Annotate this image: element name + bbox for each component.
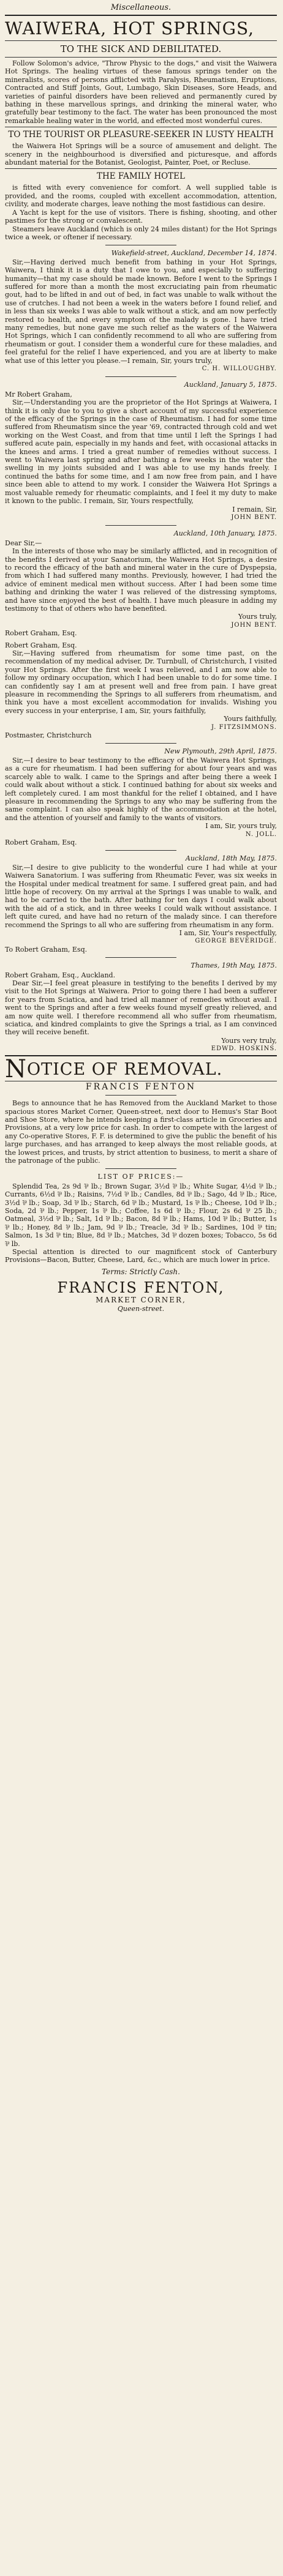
letter-7-dateline: Thames, 19th May, 1875. xyxy=(191,961,277,970)
letter-5-addressee: Robert Graham, Esq. xyxy=(5,838,77,846)
advert-headline: WAIWERA, HOT SPRINGS, xyxy=(5,18,255,39)
letter-3-closing: Yours truly, xyxy=(238,613,277,621)
letter-3-body: In the interests of those who may be similarly afflicted, and in recognition of the benefits I derived at your Sanatorium, the Waiwera Hot Springs, a desire to record the efficacy of the bath and mineral water in the cure of Dyspepsia, from which I had suffered many months. Previously, however, I had tried the advice of eminent medical men without success. After I had been some time bathing and drinking the water I was relieved of the distressing symptoms, and have since enjoyed the best of health. I have much pleasure in adding my testimony to that of others who have benefited. xyxy=(5,547,277,613)
hotel-paragraph-3: Steamers leave Auckland (which is only 24 miles distant) for the Hot Springs twice a week, or oftener if necessary. xyxy=(5,225,277,241)
letter-5-closing: I am, Sir, yours truly, xyxy=(205,822,277,831)
letter-3-signature: JOHN BENT. xyxy=(231,621,277,629)
letter-4-addressee: Robert Graham, Esq. xyxy=(5,641,77,649)
divider xyxy=(105,743,176,744)
letter-5-body: Sir,—I desire to bear testimony to the efficacy of the Waiwera Hot Springs, as a cure for rheumatism. I had been suffering for about four years and was scarcely able to walk. I came to the Springs and after being there a week I could walk about without a stick. I continued bathing for about six weeks and left completely cured. I am most thankful for the relief I obtained, and I have pleasure in recommending the Springs to any who may be suffering from the same complaint. I can also speak highly of the accommodation at the hotel, and the attention of yourself and family to the wants of visitors. xyxy=(5,756,277,822)
tourist-heading: TO THE TOURIST OR PLEASURE-SEEKER IN LUSTY HEALTH xyxy=(8,130,274,140)
intro-paragraph: Follow Solomon's advice, "Throw Physic to the dogs," and visit the Waiwera Hot Springs. The healing virtues of these famous springs tender on the mineralists, scores of persons afflicted with Paralysis, Rheumatism, Eruptions, Contracted and Stiff Joints, Gout, Lumbago, Skin Diseases, Sore Heads, and varieties of painful disorders have been relieved and permanently cured by bathing in these marvellous springs, and drinking the mineral water, who gratefully bear testimony to the fact. The water has been pronounced the most remarkable healing water in the world, and effected most wonderful cures. xyxy=(5,59,277,125)
divider xyxy=(5,40,277,41)
divider xyxy=(105,525,176,526)
removal-merchant-name: FRANCIS FENTON xyxy=(85,1081,197,1092)
divider xyxy=(5,57,277,58)
terms-line: Terms: Strictly Cash. xyxy=(102,1267,180,1276)
letter-3-dateline: Auckland, 10th January, 1875. xyxy=(173,529,277,538)
price-list-heading: LIST OF PRICES:— xyxy=(97,1173,184,1181)
letter-4-closing: Yours faithfully, xyxy=(224,715,277,723)
section-title: Miscellaneous. xyxy=(110,3,172,12)
letter-5-dateline: New Plymouth, 29th April, 1875. xyxy=(164,747,277,756)
headline-rest: OTICE OF REMOVAL. xyxy=(27,1059,223,1079)
letter-2-signature: JOHN BENT. xyxy=(231,513,277,521)
letter-7-signature: EDWD. HOSKINS. xyxy=(211,1045,277,1053)
divider xyxy=(105,850,176,851)
special-attention-paragraph: Special attention is directed to our magnificent stock of Canterbury Provisions—Bacon, Butter, Cheese, Lard, &c., which are much lower in price. xyxy=(5,1248,277,1264)
letter-2-body: Sir,—Understanding you are the proprietor of the Hot Springs at Waiwera, I think it is only due to you to give a short account of my successful experience of the efficacy of the Springs in the case of Rheumatism. I had for some time suffered from Rheumatism since the year '69, contracted through cold and wet working on the West Coast, and from that time until I left the Springs I had suffered acute pain, especially in my hands and feet, with occasional attacks in the knees and arms. I tried a great number of remedies without success. I went to Waiwera last spring and after bathing a few weeks in the water the swelling in my joints subsided and I was able to use my hands freely. I continued the baths for some time, and I am now free from pain, and I have since been able to attend to my work. I consider the Waiwera Hot Springs a most valuable remedy for rheumatic complaints, and I feel it my duty to make it known to the public. I remain, Sir, Yours respectfully, xyxy=(5,398,277,506)
letter-2-closing: I remain, Sir, xyxy=(232,505,277,513)
footer-street: Queen-street. xyxy=(117,1304,165,1313)
footer-merchant-name: FRANCIS FENTON, xyxy=(57,1279,225,1297)
letter-6-closing: I am, Sir, Your's respectfully, xyxy=(179,929,277,937)
price-list: Splendid Tea, 2s 9d ⅌ lb.; Brown Sugar, 3½d ⅌ lb.; White Sugar, 4½d ⅌ lb.; Currants, 6½d ⅌ lb.; Raisins, 7½d ⅌ lb.; Candles, 8d ⅌ lb.; Sago, 4d ⅌ lb.; Rice, 3½d ⅌ lb.; Soap, 3d ⅌ lb.; Starch, 6d ⅌ lb.; Mustard, 1s ⅌ lb.; Cheese, 10d ⅌ lb.; Soda, 2d ⅌ lb.; Pepper, 1s ⅌ lb.; Coffee, 1s 6d ⅌ lb.; Flour, 2s 6d ⅌ 25 lb.; Oatmeal, 3½d ⅌ lb.; Salt, 1d ⅌ lb.; Bacon, 8d ⅌ lb.; Hams, 10d ⅌ lb.; Butter, 1s ⅌ lb.; Honey, 8d ⅌ lb.; Jam, 9d ⅌ lb.; Treacle, 3d ⅌ lb.; Sardines, 10d ⅌ tin; Salmon, 1s 3d ⅌ tin; Blue, 8d ⅌ lb.; Matches, 3d ⅌ dozen boxes; Tobacco, 5s 6d ⅌ lb. xyxy=(5,1182,277,1248)
letter-6-body: Sir,—I desire to give publicity to the wonderful cure I had while at your Waiwera Sanatorium. I was suffering from Rheumatic Fever, was six weeks in the Hospital under medical treatment for same. I suffered great pain, and had little hope of recovery. On my arrival at the Springs I was unable to walk, and had to be carried to the bath. After bathing for ten days I could walk about with the aid of a stick, and in three weeks I could walk without assistance. I left quite cured, and have had no return of the malady since. I can therefore recommend the Springs to all who are suffering from rheumatism in any form. xyxy=(5,863,277,929)
footer-market-corner: MARKET CORNER, xyxy=(96,1296,186,1305)
divider xyxy=(105,376,176,377)
removal-notice-headline xyxy=(5,1055,277,1083)
letter-7-salutation: Robert Graham, Esq., Auckland. xyxy=(5,971,116,979)
divider xyxy=(105,1095,176,1096)
drop-cap: N xyxy=(5,1055,27,1083)
divider xyxy=(105,1168,176,1169)
letter-3-addressee: Robert Graham, Esq. xyxy=(5,629,77,638)
hotel-paragraph-1: is fitted with every convenience for comfort. A well supplied table is provided, and the rooms, coupled with excellent accommodation, attention, civility, and moderate charges, leave nothing the most fastidious can desire. xyxy=(5,184,277,209)
hotel-heading: THE FAMILY HOTEL xyxy=(97,171,185,182)
removal-paragraph: Begs to announce that he has Removed from the Auckland Market to those spacious stores Market Corner, Queen-street, next door to Hemus's Star Boot and Shoe Store, where he intends keeping a first-class article in Groceries and Provisions, at a very low price for cash. In order to compete with the largest of any Co-operative Stores, F. F. is determined to give the public the benefit of his large purchases, and has arranged to keep always the most reliable goods, at the lowest prices, and trusts, by strict attention to business, to merit a share of the patronage of the public. xyxy=(5,1099,277,1165)
letter-1-body: Sir,—Having derived much benefit from bathing in your Hot Springs, Waiwera, I think it is a duty that I owe to you, and especially to suffering humanity—that my case should be made known. Before I went to the Springs I suffered for more than a month the most excruciating pain from rheumatic gout, had to be lifted in and out of bed, in fact was unable to walk without the use of crutches. I had not been a week in the waters before I found relief, and in less than six weeks I was able to walk without a stick, and am now perfectly restored to health, and every symptom of the malady is gone. I have tried many remedies, but none gave me such relief as the waters of the Waiwera Hot Springs, which I can confidently recommend to all who are suffering from rheumatism or gout. I consider them a wonderful cure for these maladies, and feel grateful for the relief I have experienced, and you are at liberty to make what use of this letter you please.—I remain, Sir, yours truly, xyxy=(5,258,277,365)
letter-6-dateline: Auckland, 18th May, 1875. xyxy=(185,854,277,863)
advert-subheadline: TO THE SICK AND DEBILITATED. xyxy=(60,43,222,54)
letter-1-dateline: Wakefield-street, Auckland, December 14, 1874. xyxy=(111,249,277,258)
letter-6-signature: GEORGE BEVERIDGE. xyxy=(195,938,277,945)
letter-7-body: Dear Sir,—I feel great pleasure in testifying to the benefits I derived by my visit to the Hot Springs at Waiwera. Prior to going there I had been a sufferer for years from Sciatica, and had tried all manner of remedies without avail. I went to the Springs and after a few weeks found myself greatly relieved, and am now quite well. I therefore recommend all who suffer from rheumatism, sciatica, and kindred complaints to give the Springs a trial, as I am convinced they will receive benefit. xyxy=(5,979,277,1037)
letter-7-closing: Yours very truly, xyxy=(221,1036,277,1045)
letter-2-dateline: Auckland, January 5, 1875. xyxy=(184,381,277,389)
hotel-paragraph-2: A Yacht is kept for the use of visitors. There is fishing, shooting, and other pastimes for the strong or convalescent. xyxy=(5,208,277,225)
divider xyxy=(5,15,277,16)
letter-4-signature: J. FITZSIMMONS. xyxy=(211,723,277,731)
divider xyxy=(105,957,176,958)
tourist-paragraph: the Waiwera Hot Springs will be a source of amusement and delight. The scenery in the neighbourhood is diversified and picturesque, and affords abundant material for the Botanist, Geologist, Painter, Poet, or Recluse. xyxy=(5,142,277,167)
divider xyxy=(5,1055,277,1056)
letter-3-salutation: Dear Sir,— xyxy=(5,539,42,547)
letter-2-addressee: Mr Robert Graham, xyxy=(5,390,72,398)
letter-6-addressee: To Robert Graham, Esq. xyxy=(5,945,88,954)
letter-1-signature: C. H. WILLOUGHBY. xyxy=(202,365,277,372)
letter-5-signature: N. JOLL. xyxy=(245,831,277,838)
divider xyxy=(5,168,277,169)
letter-4-body: Sir,—Having suffered from rheumatism for some time past, on the recommendation of my medical adviser, Dr. Turnbull, of Christchurch, I visited your Hot Springs. After the first week I was relieved, and I am now able to follow my ordinary occupation, which I had been unable to do for some time. I can confidently say I am at present well and free from pain. I have great pleasure in recommending the Springs to all sufferers from rheumatism, and think you have a most excellent accommodation for invalids. Wishing you every success in your enterprise, I am, Sir, yours faithfully, xyxy=(5,649,277,715)
letter-4-signature-title: Postmaster, Christchurch xyxy=(5,731,92,740)
